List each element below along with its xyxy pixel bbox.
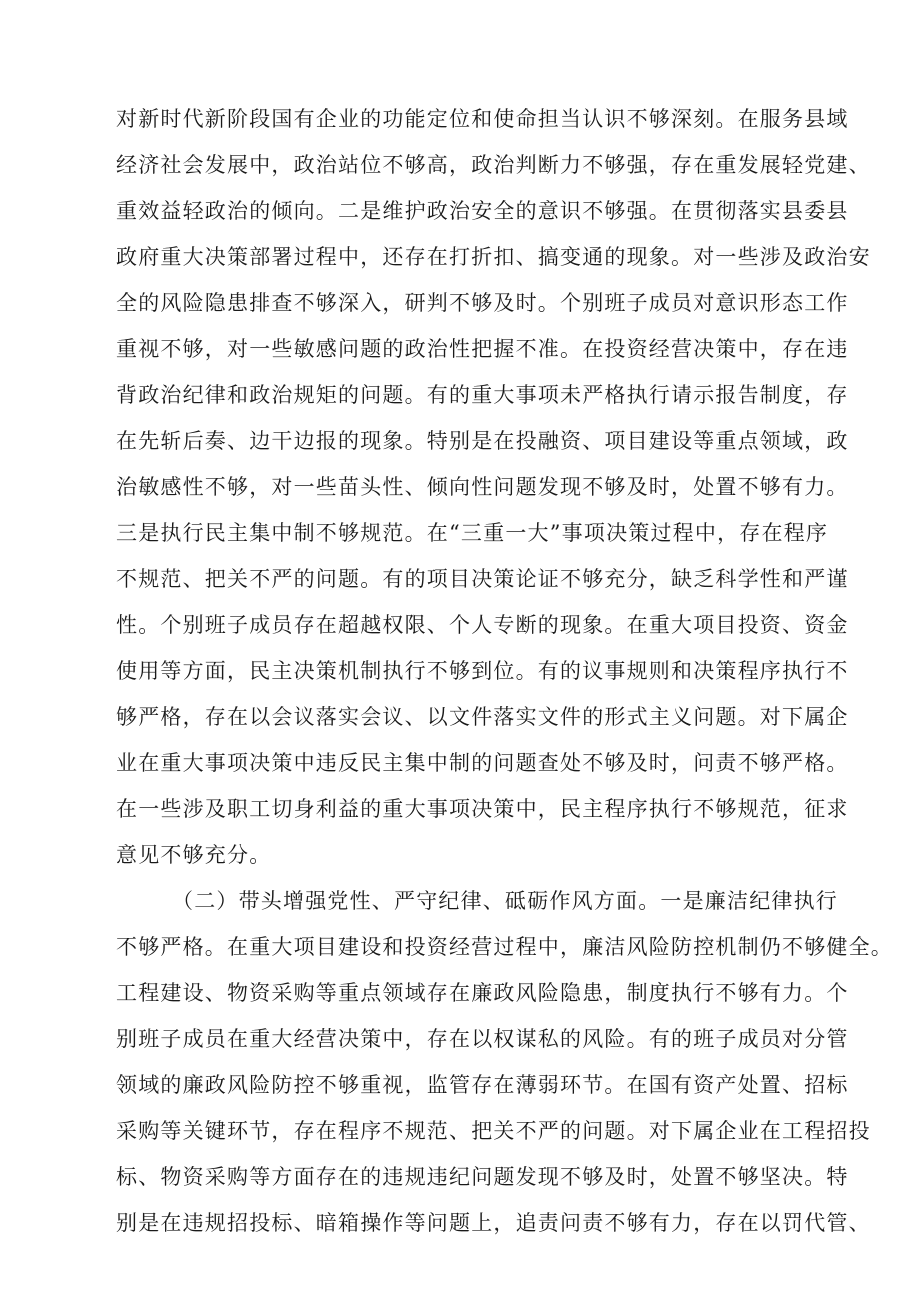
text-line: 业在重大事项决策中违反民主集中制的问题查处不够及时，问责不够严格。 [116, 751, 849, 775]
text-line: 重效益轻政治的倾向。二是维护政治安全的意识不够强。在贯彻落实县委县 [116, 199, 849, 223]
text-line: 在一些涉及职工切身利益的重大事项决策中，民主程序执行不够规范，征求 [116, 797, 849, 821]
text-line: 全的风险隐患排查不够深入，研判不够及时。个别班子成员对意识形态工作 [116, 291, 849, 315]
text-line: 领域的廉政风险防控不够重视，监管存在薄弱环节。在国有资产处置、招标 [116, 1073, 849, 1097]
text-line: 三是执行民主集中制不够规范。在“三重一大”事项决策过程中，存在程序 [116, 521, 829, 545]
text-line: 别是在违规招投标、暗箱操作等问题上，追责问责不够有力，存在以罚代管、 [116, 1211, 871, 1235]
text-line: 对新时代新阶段国有企业的功能定位和使命担当认识不够深刻。在服务县域 [116, 107, 849, 131]
text-line: 标、物资采购等方面存在的违规违纪问题发现不够及时，处置不够坚决。特 [116, 1165, 849, 1189]
text-line: 别班子成员在重大经营决策中，存在以权谋私的风险。有的班子成员对分管 [116, 1027, 849, 1051]
text-line: 够严格，存在以会议落实会议、以文件落实文件的形式主义问题。对下属企 [116, 705, 849, 729]
text-line: 政府重大决策部署过程中，还存在打折扣、搞变通的现象。对一些涉及政治安 [116, 245, 871, 269]
text-line: 重视不够，对一些敏感问题的政治性把握不准。在投资经营决策中，存在违 [116, 337, 849, 361]
text-line: 治敏感性不够，对一些苗头性、倾向性问题发现不够及时，处置不够有力。 [116, 475, 849, 499]
text-line: 工程建设、物资采购等重点领域存在廉政风险隐患，制度执行不够有力。个 [116, 981, 849, 1005]
text-line: 不规范、把关不严的问题。有的项目决策论证不够充分，缺乏科学性和严谨 [116, 567, 849, 591]
text-line: 经济社会发展中，政治站位不够高，政治判断力不够强，存在重发展轻党建、 [116, 153, 871, 177]
text-line: 性。个别班子成员存在超越权限、个人专断的现象。在重大项目投资、资金 [116, 613, 849, 637]
text-line: 背政治纪律和政治规矩的问题。有的重大事项未严格执行请示报告制度，存 [116, 383, 849, 407]
document-body [116, 96, 893, 1246]
text-line: 不够严格。在重大项目建设和投资经营过程中，廉洁风险防控机制仍不够健全。 [116, 935, 893, 959]
text-line: 意见不够充分。 [116, 843, 272, 867]
text-line: 使用等方面，民主决策机制执行不够到位。有的议事规则和决策程序执行不 [116, 659, 849, 683]
text-line: 在先斩后奏、边干边报的现象。特别是在投融资、项目建设等重点领域，政 [116, 429, 849, 453]
text-line: 采购等关键环节，存在程序不规范、把关不严的问题。对下属企业在工程招投 [116, 1119, 871, 1143]
section-heading-line: （二）带头增强党性、严守纪律、砥砺作风方面。一是廉洁纪律执行 [172, 889, 838, 913]
